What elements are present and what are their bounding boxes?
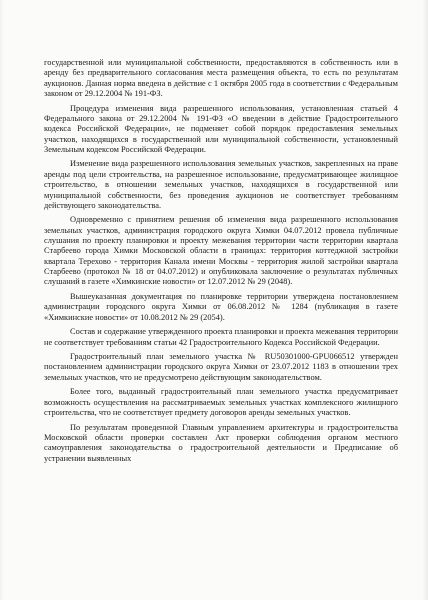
- paragraph-3: Изменение вида разрешенного использования земельных участков, закрепленных на праве аренды под цели строительства, на разрешенное использование, предусматривающее жилищное строительство, в отношении земельных участков, находящихся в государственной или муниципальной собственности, без проведения аукционов не соответствует требованиям действующего законодательства.: [44, 159, 398, 210]
- paragraph-9: По результатам проведенной Главным управлением архитектуры и градостроительства Московской области проверки составлен Акт проверки соблюдения органом местного самоуправления законодательства о градостроительной деятельности и Предписание об устранении выявленных: [44, 422, 398, 463]
- paragraph-7: Градостроительный план земельного участка № RU50301000-GPU066512 утвержден постановлением администрации городского округа Химки от 23.07.2012 1183 в отношении трех земельных участков, что не предусмотрено действующим законодательством.: [44, 352, 398, 382]
- paragraph-1: государственной или муниципальной собственности, предоставляются в собственность или в аренду без предварительного согласования места размещения объекта, то есть по результатам аукционов. Данная норма введена в действие с 1 октября 2005 года в соответствии с Федеральным законом от 29.12.2004 № 191-ФЗ.: [44, 58, 398, 99]
- paragraph-6: Состав и содержание утвержденного проекта планировки и проекта межевания территории не соответствует требованиям статьи 42 Градостроительного Кодекса Российской Федерации.: [44, 327, 398, 347]
- paragraph-2: Процедура изменения вида разрешенного использования, установленная статьей 4 Федерального закона от 29.12.2004 № 191-ФЗ «О введении в действие Градостроительного кодекса Российской Федерации», не подменяет собой порядок предоставления земельных участков, находящихся в государственной или муниципальной собственности, установленный Земельным кодексом Российской Федерации.: [44, 103, 398, 154]
- scan-shadow-left: [0, 0, 4, 600]
- scan-shadow-right: [422, 0, 428, 600]
- paragraph-4: Одновременно с принятием решения об изменения вида разрешенного использования земельных участков, администрация городского округа Химки 04.07.2012 провела публичные слушания по проекту планировки и проекту межевания территории части территории квартала Старбеево города Химки Московской области в границах: территория коттеджной застройки квартала Терехово - территория Канала имени Москвы - территория жилой застройки квартала Старбеево (протокол № 18 от 04.07.2012) и опубликовала заключение о результатах публичных слушаний в газете «Химкинские новости» от 12.07.2012 № 29 (2048).: [44, 215, 398, 287]
- paragraph-8: Более того, выданный градостроительный план земельного участка предусматривает возможность осуществления на рассматриваемых земельных участках комплексного жилищного строительства, что не соответствует предмету договоров аренды земельных участков.: [44, 387, 398, 417]
- paragraph-5: Вышеуказанная документация по планировке территории утверждена постановлением администрации городского округа Химки от 06.08.2012 № 1284 (публикация в газете «Химкинские новости» от 10.08.2012 № 29 (2054).: [44, 291, 398, 322]
